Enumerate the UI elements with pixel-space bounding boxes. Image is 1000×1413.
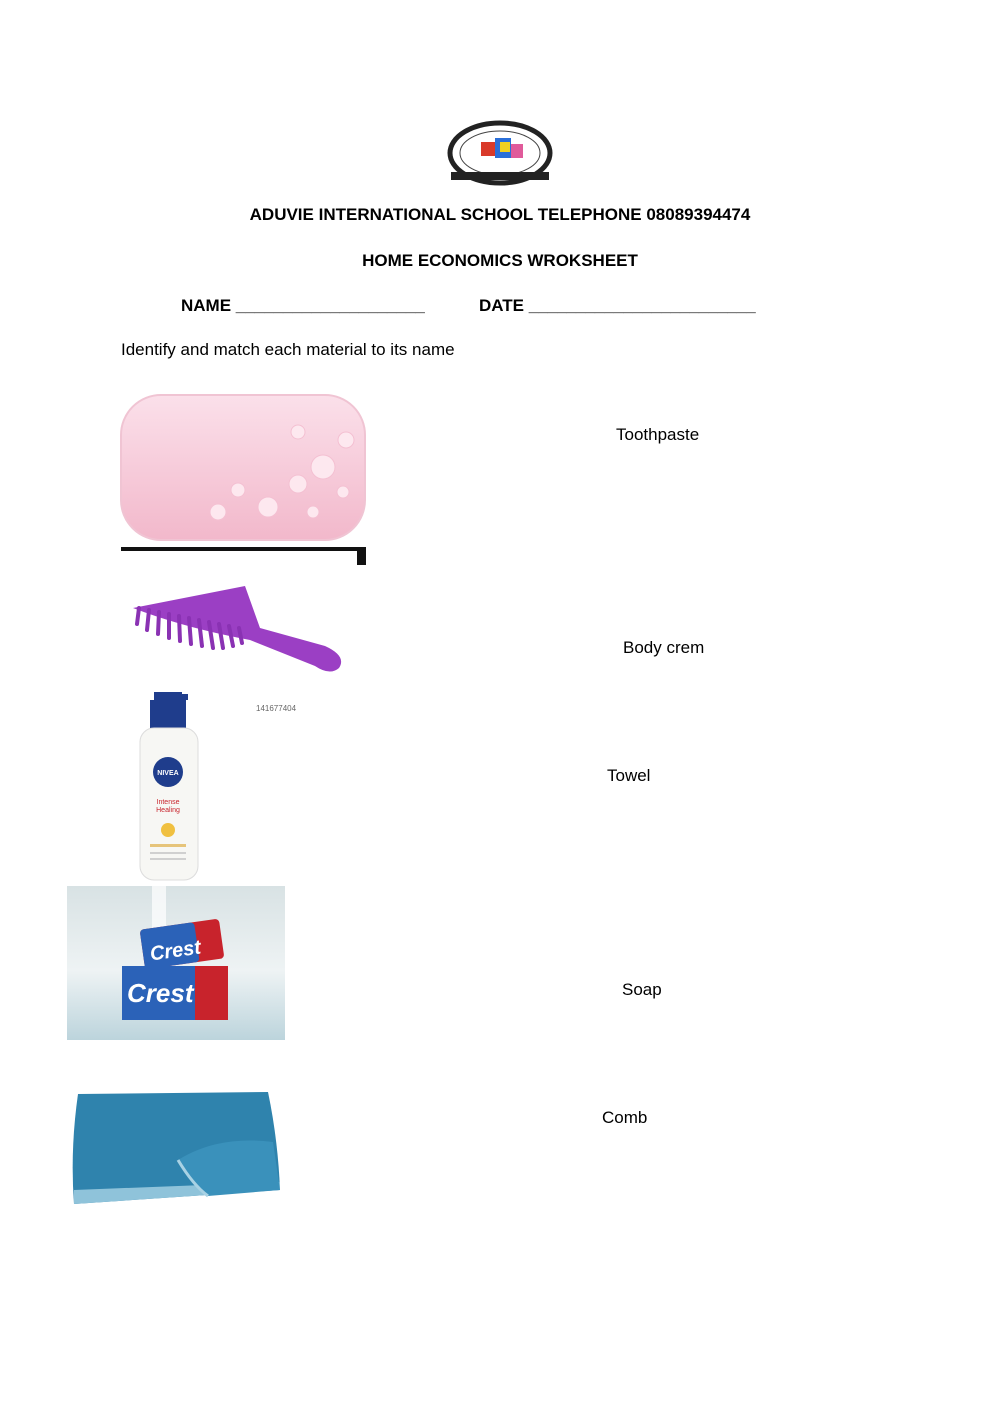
match-word-body-crem: Body crem: [623, 638, 705, 657]
match-word-toothpaste: Toothpaste: [616, 425, 700, 444]
crest-label-top: Crest: [148, 936, 203, 966]
worksheet-title: HOME ECONOMICS WROKSHEET: [362, 251, 638, 270]
nivea-brand-text: NIVEA: [157, 770, 179, 777]
match-word-comb: Comb: [602, 1108, 648, 1127]
towel-image: [68, 1090, 300, 1208]
name-field: NAME ____________________: [181, 296, 425, 315]
toothpaste-image: [67, 886, 285, 1040]
match-word-towel: Towel: [607, 766, 651, 785]
school-heading: ADUVIE INTERNATIONAL SCHOOL TELEPHONE 08089394474: [249, 205, 751, 224]
instructions-text: Identify and match each material to its name: [121, 340, 455, 359]
date-field: DATE ________________________: [479, 296, 756, 315]
stock-image-code: 141677404: [256, 704, 297, 713]
soap-image: [118, 392, 368, 567]
body-lotion-image: [136, 692, 206, 882]
lotion-line-1: Intense: [156, 799, 180, 806]
comb-image: [125, 578, 350, 678]
lotion-line-2: Healing: [156, 807, 180, 814]
crest-label-box: Crest: [127, 978, 194, 1008]
school-logo: [445, 120, 555, 186]
match-word-soap: Soap: [622, 980, 662, 999]
